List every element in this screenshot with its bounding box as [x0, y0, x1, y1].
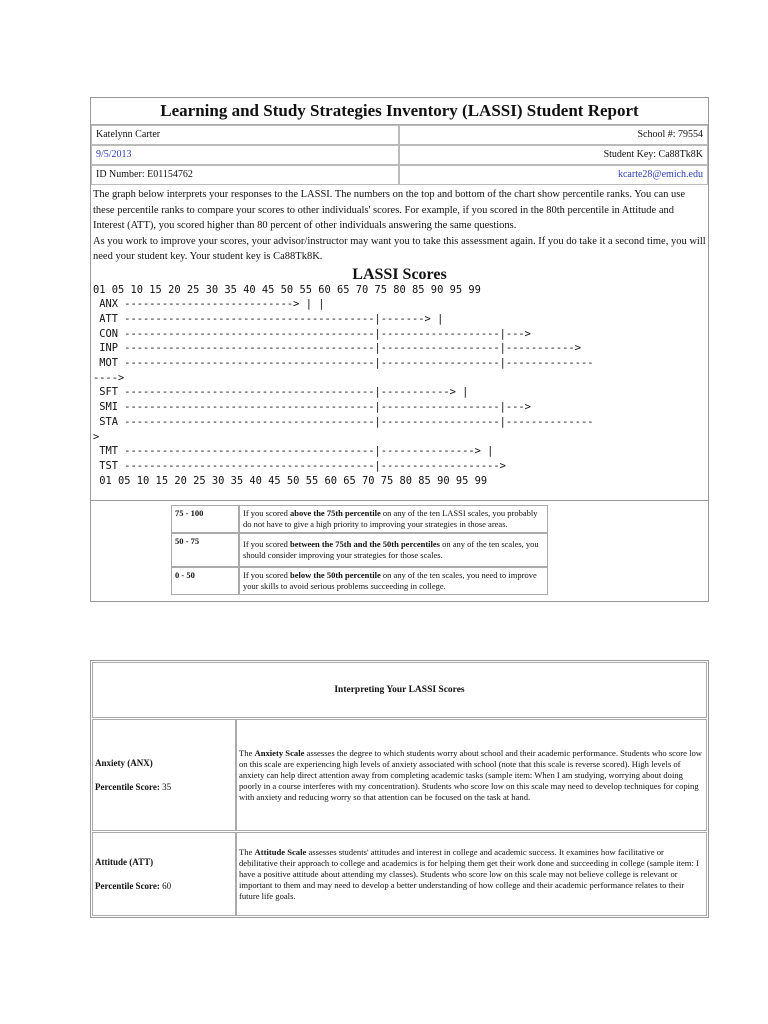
intro-text: [91, 185, 708, 265]
scale-description: The Attitude Scale assesses students' attitudes and interest in college and academic success. It examines how facilitative or debilitative their approach to college and academics is for helping them get their work done and succeeding in college (sample item: I have a positive attitude about attending my classes). Students who score low on this scale may not believe college is relevant or important to them and may need to develop a better understanding of how college and their academic performance relates to their future life goals.: [236, 832, 707, 916]
legend-row: [171, 505, 548, 533]
student-name: Katelynn Carter: [91, 125, 399, 145]
chart-line: INP ----------------------------------------|-------------------|----------->: [93, 342, 581, 355]
lassi-report: [90, 97, 709, 602]
chart-line: SMI ----------------------------------------|-------------------|--->: [93, 401, 531, 414]
report-title: Learning and Study Strategies Inventory (LASSI) Student Report: [91, 98, 708, 125]
chart-title: LASSI Scores: [352, 265, 447, 283]
legend-text: If you scored below the 50th percentile on any of the ten scales, you need to improve your skills to avoid serious problems succeeding in college.: [239, 567, 548, 595]
report-date: 9/5/2013: [91, 145, 399, 165]
chart-line: TST ----------------------------------------|------------------->: [93, 459, 506, 472]
legend-range: 50 - 75: [171, 533, 239, 567]
scale-row: [92, 719, 707, 831]
scale-label-cell: [92, 719, 236, 831]
scale-name: Attitude (ATT): [95, 857, 154, 867]
lassi-scores-chart: [91, 283, 708, 489]
id-number: ID Number: E01154762: [91, 165, 399, 185]
percentile-score: Percentile Score: 60: [95, 881, 172, 891]
chart-line: MOT ----------------------------------------|-------------------|--------------: [93, 357, 594, 370]
email-link[interactable]: kcarte28@emich.edu: [399, 165, 708, 185]
chart-line: STA ----------------------------------------|-------------------|--------------: [93, 415, 594, 428]
chart-line: >: [93, 430, 100, 443]
legend-row: [171, 533, 548, 567]
chart-line: ATT ----------------------------------------|-------> |: [93, 312, 444, 325]
interpretation-section: [90, 660, 709, 918]
school-number: School #: 79554: [399, 125, 708, 145]
scale-description: The Anxiety Scale assesses the degree to which students worry about school and their academic performance. Students who score low on this scale are experiencing high levels of anxiety associated with school (note that this scale is reverse scored). High levels of anxiety can help direct attention away from completing academic tasks (sample item: When I am studying, worrying about doing poorly in a course interferes with my concentration). Students who score low on this scale may need to develop techniques for coping with anxiety and reducing worry so that attention can be focused on the task at hand.: [236, 719, 707, 831]
percentile-legend: [171, 505, 548, 595]
chart-line: ANX ---------------------------> | |: [93, 298, 325, 311]
scale-row: [92, 832, 707, 916]
legend-text: If you scored between the 75th and the 50th percentiles on any of the ten scales, you should consider improving your strategies for those scales.: [239, 533, 548, 567]
chart-line: ---->: [93, 371, 125, 384]
chart-line: CON ----------------------------------------|-------------------|--->: [93, 327, 531, 340]
chart-line: SFT ----------------------------------------|-----------> |: [93, 386, 469, 399]
legend-row: [171, 567, 548, 595]
scale-name: Anxiety (ANX): [95, 758, 153, 768]
divider: [91, 500, 708, 501]
intro-paragraph-2: As you work to improve your scores, your advisor/instructor may want you to take this assessment again. If you do take it a second time, you will need your student key. Your student key is Ca88Tk8K.: [93, 235, 706, 262]
chart-line: TMT ----------------------------------------|---------------> |: [93, 445, 494, 458]
legend-range: 0 - 50: [171, 567, 239, 595]
legend-range: 75 - 100: [171, 505, 239, 533]
interpretation-heading: Interpreting Your LASSI Scores: [92, 662, 707, 718]
legend-text: If you scored above the 75th percentile on any of the ten LASSI scales, you probably do not have to give a high priority to improving your strategies in those areas.: [239, 505, 548, 533]
intro-paragraph-1: The graph below interprets your responses to the LASSI. The numbers on the top and bottom of the chart show percentile ranks. You can use these percentile ranks to compare your scores to other individuals' scores. For example, if you scored in the 80th percentile in Attitude and Interest (ATT), you scored higher than 80 percent of other individuals answering the same questions.: [93, 189, 686, 231]
scale-label-cell: [92, 832, 236, 916]
student-key: Student Key: Ca88Tk8K: [399, 145, 708, 165]
percentile-score: Percentile Score: 35: [95, 782, 172, 792]
axis-bottom: 01 05 10 15 20 25 30 35 40 45 50 55 60 65 70 75 80 85 90 95 99: [93, 474, 488, 487]
axis-top: 01 05 10 15 20 25 30 35 40 45 50 55 60 65 70 75 80 85 90 95 99: [93, 283, 481, 296]
